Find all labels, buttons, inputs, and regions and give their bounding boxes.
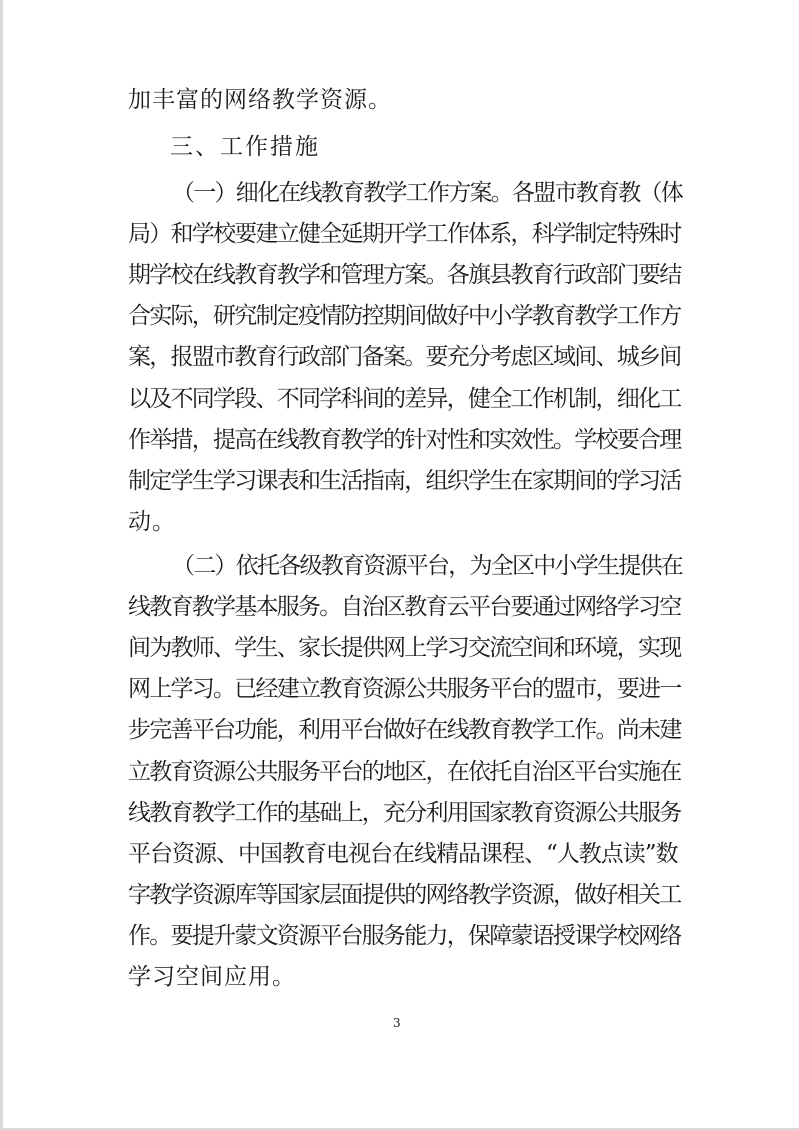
paragraph-line: 期学校在线教育教学和管理方案。各旗县教育行政部门要结: [128, 262, 681, 288]
section-heading: 三、工作措施: [170, 134, 320, 160]
paragraph-line: 局）和学校要建立健全延期开学工作体系，科学制定特殊时: [128, 221, 681, 247]
paragraph-line: 线教育教学工作的基础上，充分利用国家教育资源公共服务: [128, 800, 681, 826]
paragraph-line: 案，报盟市教育行政部门备案。要充分考虑区域间、城乡间: [128, 344, 681, 370]
paragraph-line: 间为教师、学生、家长提供网上学习交流空间和环境，实现: [128, 635, 681, 661]
paragraph-line: 动。: [128, 509, 176, 535]
paragraph-line: 制定学生学习课表和生活指南，组织学生在家期间的学习活: [128, 468, 681, 494]
paragraph-line: 网上学习。已经建立教育资源公共服务平台的盟市，要进一: [128, 676, 681, 702]
paragraph-line: 立教育资源公共服务平台的地区，在依托自治区平台实施在: [128, 759, 681, 785]
paragraph-line: 字教学资源库等国家层面提供的网络教学资源，做好相关工: [128, 882, 681, 908]
paragraph-line: 步完善平台功能，利用平台做好在线教育教学工作。尚未建: [128, 717, 681, 743]
paragraph-line: 平台资源、中国教育电视台在线精品课程、“人教点读”数: [128, 841, 678, 867]
paragraph-line: 作。要提升蒙文资源平台服务能力，保障蒙语授课学校网络: [128, 923, 681, 949]
scan-edge-shadow: [0, 0, 3, 1130]
paragraph-line: 学习空间应用。: [128, 964, 296, 990]
paragraph-line: 作举措，提高在线教育教学的针对性和实效性。学校要合理: [128, 427, 681, 453]
paragraph-line: 合实际，研究制定疫情防控期间做好中小学教育教学工作方: [128, 303, 681, 329]
intro-line: 加丰富的网络教学资源。: [128, 87, 392, 113]
paragraph-line: （二）依托各级教育资源平台，为全区中小学生提供在: [172, 553, 682, 579]
paragraph-line: （一）细化在线教育教学工作方案。各盟市教育教（体: [172, 180, 682, 206]
paragraph-line: 线教育教学基本服务。自治区教育云平台要通过网络学习空: [128, 594, 681, 620]
paragraph-line: 以及不同学段、不同学科间的差异，健全工作机制，细化工: [128, 386, 681, 412]
page-number: 3: [393, 1016, 401, 1030]
